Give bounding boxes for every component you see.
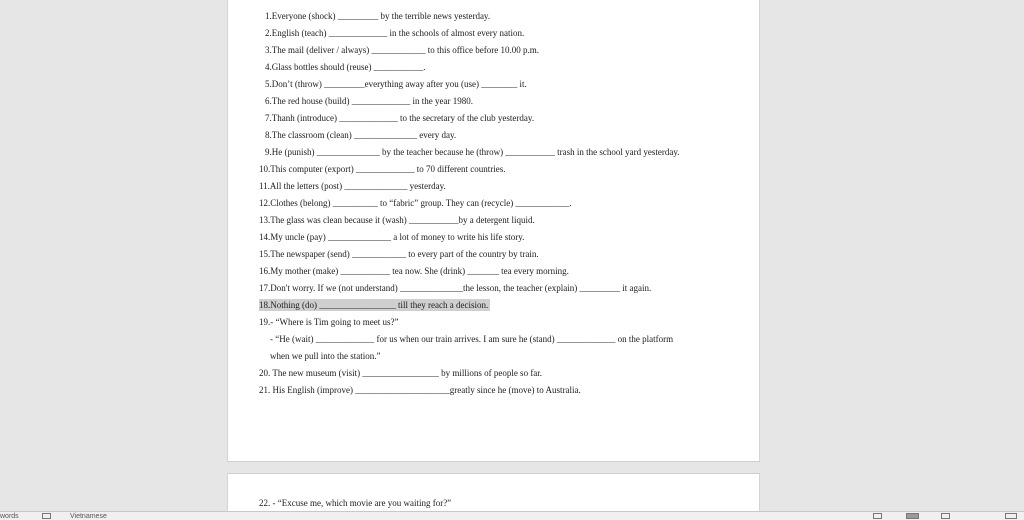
exercise-line-9: 9.He (punish) ______________ by the teacher because he (throw) ___________ trash in the school yard yesterday. [265, 147, 680, 157]
exercise-line-19b: when we pull into the station.” [270, 351, 381, 361]
exercise-line-18-selected[interactable] [259, 300, 490, 311]
exercise-line-8: 8.The classroom (clean) ______________ every day. [265, 130, 457, 140]
exercise-line-3: 3.The mail (deliver / always) ____________ to this office before 10.00 p.m. [265, 45, 540, 55]
exercise-line-13: 13.The glass was clean because it (wash) ___________by a detergent liquid. [259, 215, 535, 225]
zoom-out-icon[interactable] [1005, 513, 1017, 519]
exercise-line-19: 19.- “Where is Tim going to meet us?” [259, 317, 399, 327]
exercise-line-1: 1.Everyone (shock) _________ by the terrible news yesterday. [265, 11, 491, 21]
exercise-heading [258, 0, 563, 1]
exercise-line-20: 20. The new museum (visit) _________________ by millions of people so far. [259, 368, 543, 378]
exercise-line-7: 7.Thanh (introduce) _____________ to the secretary of the club yesterday. [265, 113, 535, 123]
print-layout-icon[interactable] [906, 513, 919, 519]
exercise-line-14: 14.My uncle (pay) ______________ a lot of money to write his life story. [259, 232, 525, 242]
exercise-line-2: 2.English (teach) _____________ in the schools of almost every nation. [265, 28, 525, 38]
exercise-line-22: 22. - “Excuse me, which movie are you waiting for?” [259, 498, 452, 508]
exercise-line-17: 17.Don't worry. If we (not understand) ______________the lesson, the teacher (explain) _________ it again. [259, 283, 652, 293]
exercise-line-4: 4.Glass bottles should (reuse) ___________. [265, 62, 426, 72]
document-page-1[interactable] [227, 0, 760, 462]
exercise-line-15: 15.The newspaper (send) ____________ to every part of the country by train. [259, 249, 539, 259]
exercise-line-21: 21. His English (improve) _____________________greatly since he (move) to Australia. [259, 385, 581, 395]
proofing-icon[interactable] [42, 513, 51, 519]
exercise-line-5: 5.Don’t (throw) _________everything away after you (use) ________ it. [265, 79, 527, 89]
word-count-label[interactable]: words [0, 513, 19, 520]
exercise-line-10: 10.This computer (export) _____________ to 70 different countries. [259, 164, 506, 174]
exercise-line-19a: - “He (wait) _____________ for us when our train arrives. I am sure he (stand) _____________ on the platform [270, 334, 674, 344]
text-selection[interactable]: 18.Nothing (do) _________________ till they reach a decision. [259, 300, 489, 310]
exercise-line-11: 11.All the letters (post) ______________ yesterday. [259, 181, 446, 191]
read-mode-icon[interactable] [873, 513, 882, 519]
exercise-line-6: 6.The red house (build) _____________ in the year 1980. [265, 96, 473, 106]
exercise-line-16: 16.My mother (make) ___________ tea now. She (drink) _______ tea every morning. [259, 266, 569, 276]
language-label[interactable]: Vietnamese [70, 513, 107, 520]
web-layout-icon[interactable] [941, 513, 950, 519]
exercise-line-12: 12.Clothes (belong) __________ to “fabric” group. They can (recycle) ____________. [259, 198, 572, 208]
